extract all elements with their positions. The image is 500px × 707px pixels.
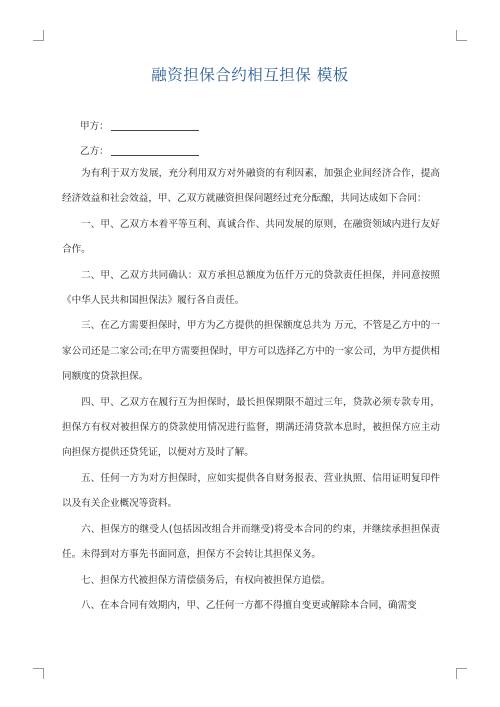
paragraph-clause-1: 一、甲、乙双方本着平等互利、真诚合作、共同发展的原则，在融资领域内进行友好合作。: [62, 218, 440, 256]
party-a-blank-line: [111, 120, 199, 131]
paragraph-clause-8: 八、在本合同有效期内，甲、乙任何一方都不得擅自变更或解除本合同，确需变: [81, 599, 417, 611]
crop-mark-bottom-left: [33, 668, 44, 679]
crop-mark-top-left: [33, 30, 44, 41]
document-title: 融资担保合约相互担保 模板: [151, 66, 349, 84]
party-b-field: [80, 143, 199, 157]
crop-mark-top-right: [456, 30, 467, 41]
party-a-field: [80, 118, 199, 132]
paragraph-clause-2: 二、甲、乙双方共同确认：双方承担总额度为伍仟万元的贷款责任担保，并同意按照《中华人民共和国担保法》履行各自责任。: [62, 269, 440, 307]
party-a-label: 甲方：: [80, 121, 109, 132]
paragraph-clause-3: 三、在乙方需要担保时，甲方为乙方提供的担保额度总共为 万元，不管是乙方中的一家公司还是二家公司;在甲方需要担保时，甲方可以选择乙方中的一家公司，为甲方提供相同额度的贷款担保。: [62, 320, 440, 383]
party-b-blank-line: [111, 145, 199, 156]
party-b-label: 乙方：: [80, 146, 109, 157]
paragraph-clause-5: 五、任何一方为对方担保时，应如实提供各自财务报表、营业执照、信用证明复印件以及有关企业概况等资料。: [62, 472, 440, 510]
paragraph-clause-7: 七、担保方代被担保方清偿债务后，有权向被担保方追偿。: [81, 574, 331, 586]
document-body: [62, 161, 440, 618]
crop-mark-bottom-right: [456, 668, 467, 679]
paragraph-intro: 为有利于双方发展，充分利用双方对外融资的有利因素，加强企业间经济合作，提高经济效益和社会效益，甲、乙双方就融资担保问题经过充分酝酿，共同达成如下合同：: [62, 168, 440, 205]
paragraph-clause-6: 六、担保方的继受人(包括因改组合并而继受)将受本合同的约束，并继续承担担保责任。未得到对方事先书面同意，担保方不会转让其担保义务。: [62, 523, 440, 561]
paragraph-clause-4: 四、甲、乙双方在履行互为担保时，最长担保期限不超过三年，贷款必须专款专用，担保方有权对被担保方的贷款使用情况进行监督，期满还清贷款本息时，被担保方应主动向担保方提供还贷凭证，以便对方及时了解。: [62, 396, 440, 459]
